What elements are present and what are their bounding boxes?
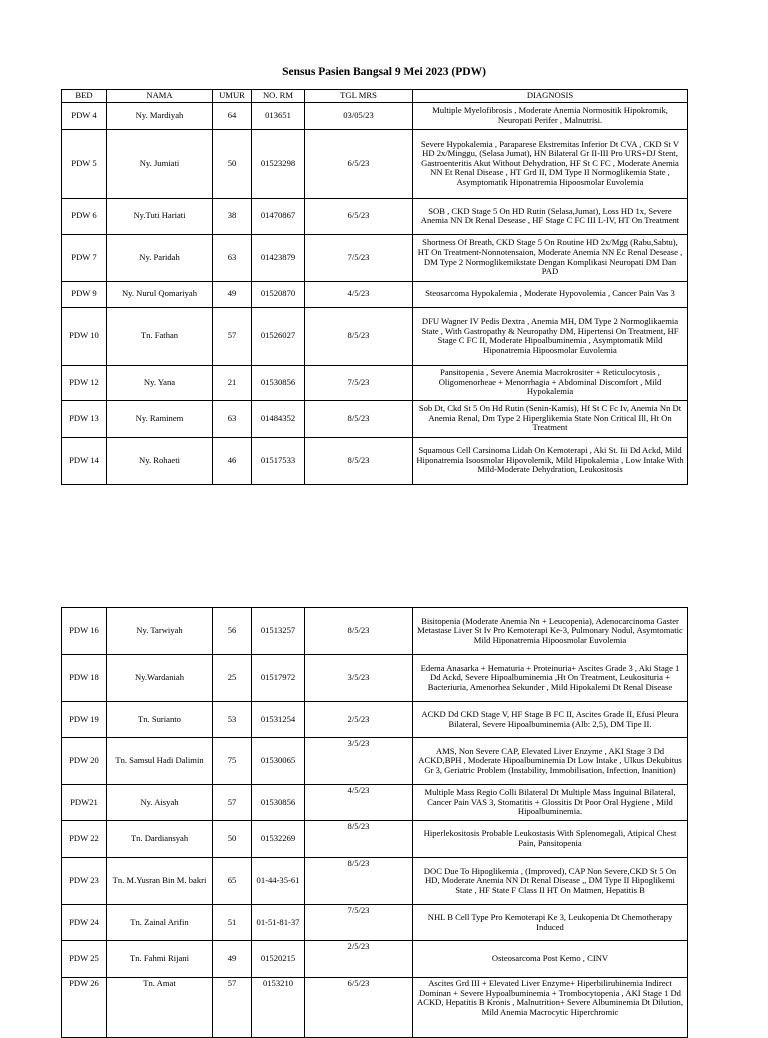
cell-tgl-mrs: 7/5/23 [305,905,413,941]
cell-nama: Tn. M.Yusran Bin M. bakri [107,858,213,905]
table-header-row [62,90,688,103]
cell-no-rm: 01526027 [252,307,305,365]
cell-umur: 53 [213,702,252,738]
cell-umur: 65 [213,858,252,905]
cell-nama: Ny. Jumiati [107,129,213,198]
cell-bed: PDW 13 [62,400,107,437]
cell-no-rm: 01513257 [252,608,305,655]
cell-tgl-mrs: 7/5/23 [305,234,413,281]
cell-bed: PDW 19 [62,702,107,738]
cell-bed: PDW 14 [62,437,107,484]
cell-nama: Tn. Fathan [107,307,213,365]
cell-bed: PDW 7 [62,234,107,281]
cell-umur: 46 [213,437,252,484]
cell-no-rm: 01523298 [252,129,305,198]
cell-nama: Ny.Tuti Hariati [107,198,213,234]
table-row [62,941,688,978]
cell-diagnosis: Pansitopenia , Severe Anemia Macrokrositer + Reticulocytosis , Oligomenorheae + Menorrhagia + Abdominal Discomfort , Mild Hypokalemia [413,365,688,400]
cell-umur: 64 [213,102,252,129]
cell-umur: 49 [213,281,252,307]
cell-nama: Ny.Wardaniah [107,655,213,702]
cell-tgl-mrs: 8/5/23 [305,307,413,365]
cell-umur: 38 [213,198,252,234]
cell-nama: Ny. Rohaeti [107,437,213,484]
table-row [62,281,688,307]
table-row [62,437,688,484]
cell-nama: Ny. Nurul Qomariyah [107,281,213,307]
cell-nama: Ny. Tarwiyah [107,608,213,655]
cell-bed: PDW 12 [62,365,107,400]
table-row [62,905,688,941]
cell-umur: 51 [213,905,252,941]
cell-nama: Tn. Zainal Arifin [107,905,213,941]
table-row [62,978,688,1038]
cell-bed: PDW 20 [62,738,107,785]
cell-diagnosis: Shortness Of Breath, CKD Stage 5 On Routine HD 2x/Mgg (Rabu,Sabtu), HT On Treatment-Nonnotensaion, Moderate Anemia NN Ec Renal Desease , DM Type 2 Normoglikemikstate Dengan Komplikasi Neuropati DM Dan PAD [413,234,688,281]
cell-bed: PDW 5 [62,129,107,198]
cell-nama: Tn. Samsul Hadi Dalimin [107,738,213,785]
table-row [62,738,688,785]
cell-bed: PDW 25 [62,941,107,978]
cell-no-rm: 01530856 [252,785,305,821]
table-row [62,821,688,858]
cell-umur: 25 [213,655,252,702]
cell-tgl-mrs: 4/5/23 [305,785,413,821]
cell-umur: 57 [213,307,252,365]
cell-bed: PDW 22 [62,821,107,858]
table-row [62,307,688,365]
cell-diagnosis: Hiperlekositosis Probable Leukostasis With Splenomegali, Atipical Chest Pain, Pansitopenia [413,821,688,858]
cell-bed: PDW 10 [62,307,107,365]
cell-no-rm: 01520215 [252,941,305,978]
cell-no-rm: 01423879 [252,234,305,281]
cell-no-rm: 01520870 [252,281,305,307]
cell-tgl-mrs: 6/5/23 [305,129,413,198]
cell-diagnosis: DOC Due To Hipoglikemia , (Improved), CAP Non Severe,CKD St 5 On HD, Moderate Anemia NN Dt Renal Disease ,, DM Type II Hipoglikemi State , HF State F Class II HT On Matmen, Hepatitis B [413,858,688,905]
header-nama: NAMA [107,90,213,103]
table-row [62,608,688,655]
cell-tgl-mrs: 8/5/23 [305,400,413,437]
cell-bed: PDW 23 [62,858,107,905]
table-row [62,785,688,821]
cell-umur: 50 [213,129,252,198]
cell-nama: Ny. Aisyah [107,785,213,821]
cell-umur: 75 [213,738,252,785]
cell-nama: Ny. Raminem [107,400,213,437]
cell-tgl-mrs: 03/05/23 [305,102,413,129]
cell-no-rm: 01531254 [252,702,305,738]
cell-bed: PDW21 [62,785,107,821]
cell-tgl-mrs: 4/5/23 [305,281,413,307]
cell-no-rm: 0153210 [252,978,305,1038]
table-row [62,655,688,702]
cell-tgl-mrs: 6/5/23 [305,978,413,1038]
cell-nama: Tn. Amat [107,978,213,1038]
cell-tgl-mrs: 2/5/23 [305,941,413,978]
cell-bed: PDW 6 [62,198,107,234]
cell-diagnosis: Steosarcoma Hypokalemia , Moderate Hypovolemia , Cancer Pain Vas 3 [413,281,688,307]
cell-diagnosis: ACKD Dd CKD Stage V, HF Stage B FC II, Ascites Grade II, Efusi Pleura Bilateral, Severe Hipoalbuminemia (Alb: 2,5), DM Tipe II. [413,702,688,738]
cell-no-rm: 01-51-81-37 [252,905,305,941]
cell-umur: 63 [213,234,252,281]
cell-umur: 49 [213,941,252,978]
cell-diagnosis: NHL B Cell Type Pro Kemoterapi Ke 3, Leukopenia Dt Chemotherapy Induced [413,905,688,941]
table-row [62,234,688,281]
cell-diagnosis: Sob Dt, Ckd St 5 On Hd Rutin (Senin-Kamis), Hf St C Fc Iv, Anemia Nn Dt Anemia Renal, Dm Type 2 Hiperglikemia State Non Critical Ill, Ht On Treatment [413,400,688,437]
cell-tgl-mrs: 6/5/23 [305,198,413,234]
cell-bed: PDW 4 [62,102,107,129]
patient-census-table-2 [61,607,688,1038]
cell-bed: PDW 16 [62,608,107,655]
cell-tgl-mrs: 8/5/23 [305,821,413,858]
table-row [62,365,688,400]
cell-no-rm: 01-44-35-61 [252,858,305,905]
header-bed: BED [62,90,107,103]
cell-no-rm: 01517972 [252,655,305,702]
table-row [62,102,688,129]
cell-diagnosis: SOB , CKD Stage 5 On HD Rutin (Selasa,Jumat), Loss HD 1x, Severe Anemia NN Dt Renal Desease , HF Stage C FC III L-IV, HT On Treatment [413,198,688,234]
cell-tgl-mrs: 8/5/23 [305,608,413,655]
cell-diagnosis: Bisitopenia (Moderate Anemia Nn + Leucopenia), Adenocarcinoma Gaster Metastase Liver St Iv Pro Kemoterapi Ke-3, Pulmonary Nodul, Asymtomatic Mild Hiponatremia Hipoosmolar Euvolemia [413,608,688,655]
cell-bed: PDW 26 [62,978,107,1038]
document-title: Sensus Pasien Bangsal 9 Mei 2023 (PDW) [282,66,486,78]
table-row [62,400,688,437]
cell-no-rm: 01530856 [252,365,305,400]
cell-tgl-mrs: 3/5/23 [305,738,413,785]
cell-diagnosis: DFU Wagner IV Pedis Dextra , Anemia MH, DM Type 2 Normoglikaemia State , With Gastropathy & Neuropathy DM, Hipertensi On Treatment, HF Stage C FC II, Moderate Hipoalbuminemia , Asymptomatik Mild Hiponatremia Hipoosmolar Euvolemia [413,307,688,365]
header-no-rm: NO. RM [252,90,305,103]
cell-tgl-mrs: 8/5/23 [305,858,413,905]
cell-no-rm: 01484352 [252,400,305,437]
cell-no-rm: 01470867 [252,198,305,234]
table-row [62,702,688,738]
cell-nama: Ny. Yana [107,365,213,400]
cell-bed: PDW 9 [62,281,107,307]
cell-umur: 50 [213,821,252,858]
cell-nama: Tn. Fahmi Rijani [107,941,213,978]
cell-no-rm: 01530065 [252,738,305,785]
cell-no-rm: 013651 [252,102,305,129]
header-umur: UMUR [213,90,252,103]
cell-no-rm: 01532269 [252,821,305,858]
cell-bed: PDW 18 [62,655,107,702]
cell-nama: Tn. Dardiansyah [107,821,213,858]
cell-no-rm: 01517533 [252,437,305,484]
cell-umur: 63 [213,400,252,437]
cell-nama: Ny. Paridah [107,234,213,281]
cell-umur: 57 [213,978,252,1038]
table-row [62,129,688,198]
cell-tgl-mrs: 3/5/23 [305,655,413,702]
cell-umur: 56 [213,608,252,655]
cell-diagnosis: Ascites Grd III + Elevated Liver Enzyme+ Hiperbilirubinemia Indirect Dominan + Severe Hypoalbuminemia + Trombocytopenia , AKI Stage 1 Dd ACKD, Hepatitis B Kronis , Malnutrition+ Severe Albuminemia Dt Dilution, Mild Anemia Macrocytic Hiperchromic [413,978,688,1038]
cell-umur: 57 [213,785,252,821]
cell-tgl-mrs: 8/5/23 [305,437,413,484]
patient-census-table-1 [61,89,688,485]
cell-diagnosis: Osteosarcoma Post Kemo , CINV [413,941,688,978]
cell-tgl-mrs: 7/5/23 [305,365,413,400]
cell-diagnosis: Squamous Cell Carsinoma Lidah On Kemoterapi , Aki St. Iii Dd Ackd, Mild Hiponatremia Isoosmolar Hipovolemik, Mild Hipokalemia , Low Intake With Mild-Moderate Dehydration, Leukositosis [413,437,688,484]
cell-diagnosis: Severe Hypokalemia , Paraparese Ekstremitas Inferior Dt CVA , CKD St V HD 2x/Minggu, (Selasa Jumat), HN Bilateral Gr II-III Pro URS+DJ Stent, Gastroenteritis Akut Without Dehydration, HF St C FC , Moderate Anemia NN Et Renal Disease , HT Grd II, DM Type II Normoglikemia State , Asymptomatik Hiponatremia Hipoosmolar Euvolemia [413,129,688,198]
cell-bed: PDW 24 [62,905,107,941]
cell-diagnosis: Multiple Mass Regio Colli Bilateral Dt Multiple Mass Inguinal Bilateral, Cancer Pain VAS 3, Stomatitis + Glossitis Dt Poor Oral Hygiene , Mild Hipoalbuminemia. [413,785,688,821]
table-row [62,858,688,905]
cell-diagnosis: Multiple Myelofibrosis , Moderate Anemia Normositik Hipokromik, Neuropati Perifer , Malnutrisi. [413,102,688,129]
cell-diagnosis: AMS, Non Severe CAP, Elevated Liver Enzyme , AKI Stage 3 Dd ACKD,BPH , Moderate Hipoalbuminemia Dt Low Intake , Ulkus Dekubitus Gr 3, Geriatric Problem (Instability, Immobilisation, Infection, Inanition) [413,738,688,785]
table-row [62,198,688,234]
cell-nama: Ny. Mardiyah [107,102,213,129]
cell-diagnosis: Edema Anasarka + Hematuria + Proteinuria+ Ascites Grade 3 , Aki Stage 1 Dd Ackd, Severe Hipoalbuminemia ,Ht On Treatment, Leukosituria + Bacteriuria, Amenorhea Sekunder , Mild Hipokalemi Dt Renal Disease [413,655,688,702]
header-tgl-mrs: TGL MRS [305,90,413,103]
cell-nama: Tn. Surianto [107,702,213,738]
cell-tgl-mrs: 2/5/23 [305,702,413,738]
header-diagnosis: DIAGNOSIS [413,90,688,103]
cell-umur: 21 [213,365,252,400]
